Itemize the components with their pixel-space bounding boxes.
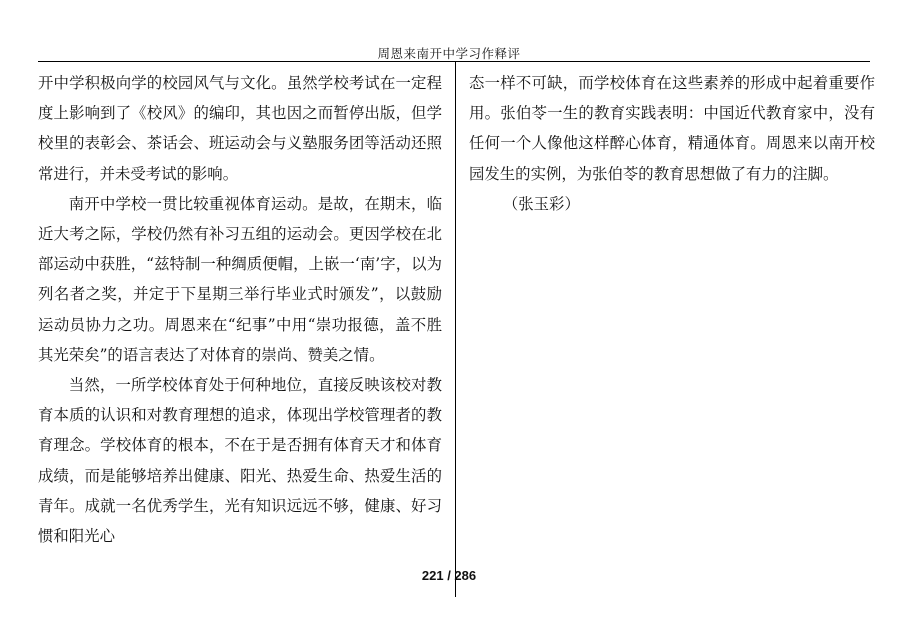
paragraph-school-sports-role: 当然，一所学校体育处于何种地位，直接反映该校对教育本质的认识和对教育理想的追求，体现出学校管理者的教育理念。学校体育的根本，不在于是否拥有体育天才和体育成绩，而是能够培养出健康、阳光、热爱生命、热爱生活的青年。成就一名优秀学生，光有知识远远不够，健康、好习惯和阳光心 <box>38 376 442 546</box>
paragraph-conclusion: 态一样不可缺，而学校体育在这些素养的形成中起着重要作用。张伯苓一生的教育实践表明：中国近代教育家中，没有任何一个人像他这样醉心体育，精通体育。周恩来以南开校园发生的实例，为张伯苓的教育思想做了有力的注脚。 <box>469 74 875 183</box>
paragraph-sports-meet: 南开中学校一贯比较重视体育运动。是故，在期末，临近大考之际，学校仍然有补习五组的运动会。更因学校在北部运动中获胜，“兹特制一种绸质便帽，上嵌一‘南’字，以为列名者之奖，并定于下星期三举行毕业式时颁发”，以鼓励运动员协力之功。周恩来在“纪事”中用“崇功报德，盖不胜其光荣矣”的语言表达了对体育的崇尚、赞美之情。 <box>38 194 442 364</box>
paragraph-continued: 开中学积极向学的校园风气与文化。虽然学校考试在一定程度上影响到了《校风》的编印，其也因之而暂停出版，但学校里的表彰会、茶话会、班运动会与义塾服务团等活动还照常进行，并未受考试的影响。 <box>38 74 442 183</box>
running-header-title: 周恩来南开中学习作释评 <box>377 46 521 61</box>
header-rule <box>38 61 870 62</box>
page-number: 221 / 286 <box>421 568 477 583</box>
column-divider <box>455 62 456 597</box>
author-signature: （张玉彩） <box>502 194 580 213</box>
left-column <box>38 68 442 551</box>
right-column <box>469 68 875 219</box>
